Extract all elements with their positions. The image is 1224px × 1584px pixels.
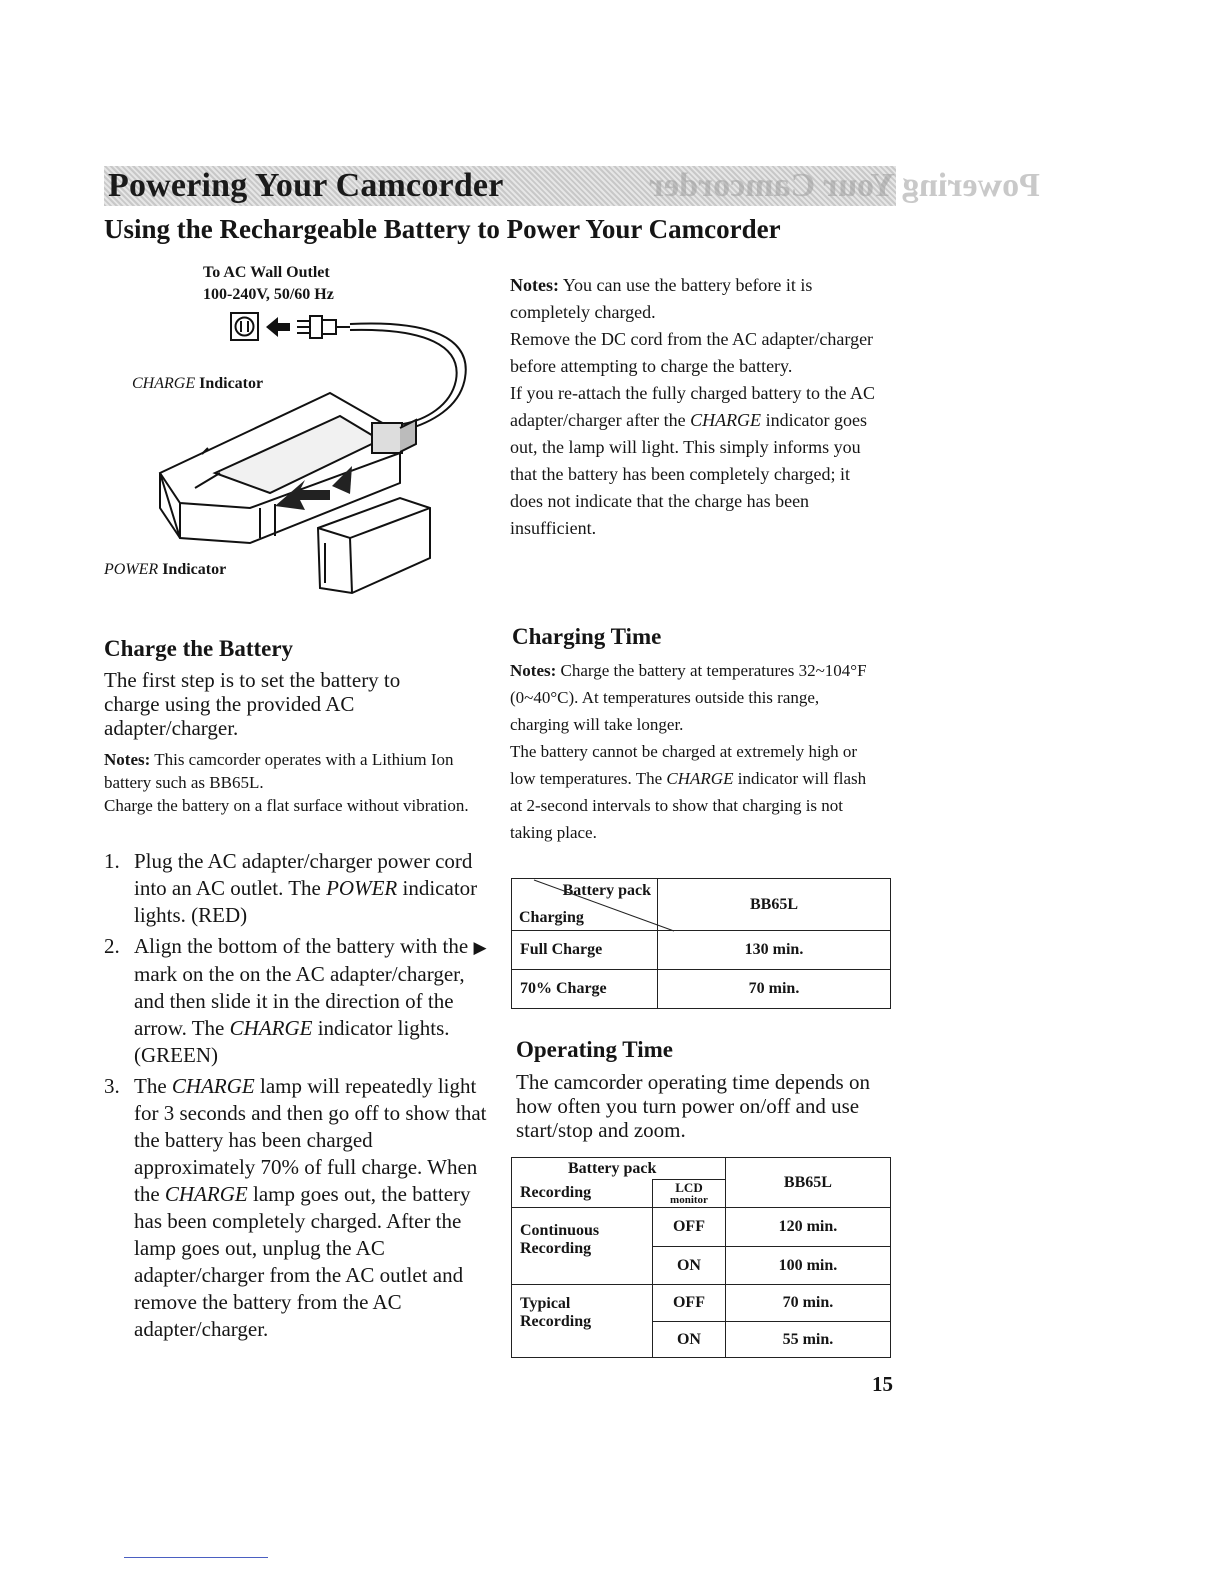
top-notes-line2: Remove the DC cord from the AC adapter/charger before attempting to charge the battery. <box>510 329 874 376</box>
battery-icon <box>318 498 430 593</box>
table-row: ON 55 min. <box>512 1322 891 1358</box>
banner-title: Powering Your Camcorder <box>108 167 504 204</box>
charge-notes-line1: Notes: This camcorder operates with a Lithium Ion battery such as BB65L. <box>104 750 454 792</box>
table-header-row: Recording LCD monitor <box>512 1180 891 1208</box>
charger-drawing <box>100 258 500 606</box>
operating-time-table <box>511 1157 891 1358</box>
charge-notes <box>104 748 484 817</box>
arrow-left-icon <box>266 317 290 337</box>
outlet-icon <box>231 313 258 340</box>
step-1: 1. Plug the AC adapter/charger power cord into an AC outlet. The POWER indicator lights. (RED) <box>104 849 478 927</box>
lcd-monitor-header: LCD monitor <box>653 1180 726 1208</box>
outlet-label-line1: To AC Wall Outlet <box>203 264 330 281</box>
step-3: 3. The CHARGE lamp will repeatedly light for 3 seconds and then go off to show that the battery has been charged approximately 70% of full charge. When the CHARGE lamp goes out, the battery has been completely charged. After the lamp goes out, unplug the AC adapter/charger from the AC outlet and remove the battery from the AC adapter/charger. <box>104 1074 487 1341</box>
model-header: BB65L <box>725 1158 890 1208</box>
outlet-label-line2: 100-240V, 50/60 Hz <box>203 286 334 303</box>
triangle-mark-icon: ▶ <box>473 938 487 957</box>
charge-notes-line2: Charge the battery on a flat surface without vibration. <box>104 796 469 815</box>
footer-rule <box>124 1557 268 1558</box>
page-subtitle: Using the Rechargeable Battery to Power Your Camcorder <box>104 214 781 244</box>
charge-indicator-label: CHARGE Indicator <box>132 375 264 392</box>
table-header-row <box>512 879 891 931</box>
table-row: Continuous Recording OFF 120 min. <box>512 1208 891 1247</box>
charging-time-notes <box>510 657 882 846</box>
group-label: Continuous Recording <box>512 1208 653 1285</box>
charge-intro: The first step is to set the battery to charge using the provided AC adapter/charger. <box>104 668 401 740</box>
table-row: Typical Recording OFF 70 min. <box>512 1285 891 1322</box>
table-row: ON 100 min. <box>512 1247 891 1285</box>
table-header-row: Battery pack BB65L <box>512 1158 891 1180</box>
group-label: Typical Recording <box>512 1285 653 1358</box>
step-2: 2. Align the bottom of the battery with the ▶ mark on the on the AC adapter/charger, and then slide it in the direction of the arrow. The CHARGE indicator lights. (GREEN) <box>104 934 487 1067</box>
charging-steps <box>104 848 489 1347</box>
charge-battery-heading: Charge the Battery <box>104 636 294 661</box>
top-notes-line3: If you re-attach the fully charged battery to the AC adapter/charger after the CHARGE indicator goes out, the lamp will light. This simply informs you that the battery has been completely charged; it does not indicate that the charge has been insufficient. <box>510 383 876 538</box>
operating-time-intro: The camcorder operating time depends on how often you turn power on/off and use start/stop and zoom. <box>516 1070 870 1142</box>
top-notes <box>510 272 885 542</box>
page-number: 15 <box>872 1372 893 1396</box>
power-indicator-label: POWER Indicator <box>104 561 227 578</box>
charging-time-heading: Charging Time <box>512 624 662 649</box>
table-row: 70% Charge 70 min. <box>512 970 891 1009</box>
plug-icon <box>297 316 350 338</box>
model-header: BB65L <box>658 879 891 931</box>
charging-time-table <box>511 878 891 1009</box>
table-row: Full Charge 130 min. <box>512 931 891 970</box>
operating-time-heading: Operating Time <box>516 1037 673 1062</box>
diagonal-header-cell: Battery pack Charging <box>512 879 658 931</box>
banner-bleedthrough: Powering Your Camcorder <box>649 167 1040 204</box>
top-notes-line1: Notes: You can use the battery before it is completely charged. <box>510 275 813 322</box>
charger-illustration <box>100 258 500 606</box>
charging-notes-line2: The battery cannot be charged at extremely high or low temperatures. The CHARGE indicator will flash at 2-second intervals to show that charging is not taking place. <box>510 742 867 842</box>
charging-notes-line1: Notes: Charge the battery at temperatures 32~104°F (0~40°C). At temperatures outside this range, charging will take longer. <box>510 661 867 734</box>
section-banner <box>104 166 1040 206</box>
